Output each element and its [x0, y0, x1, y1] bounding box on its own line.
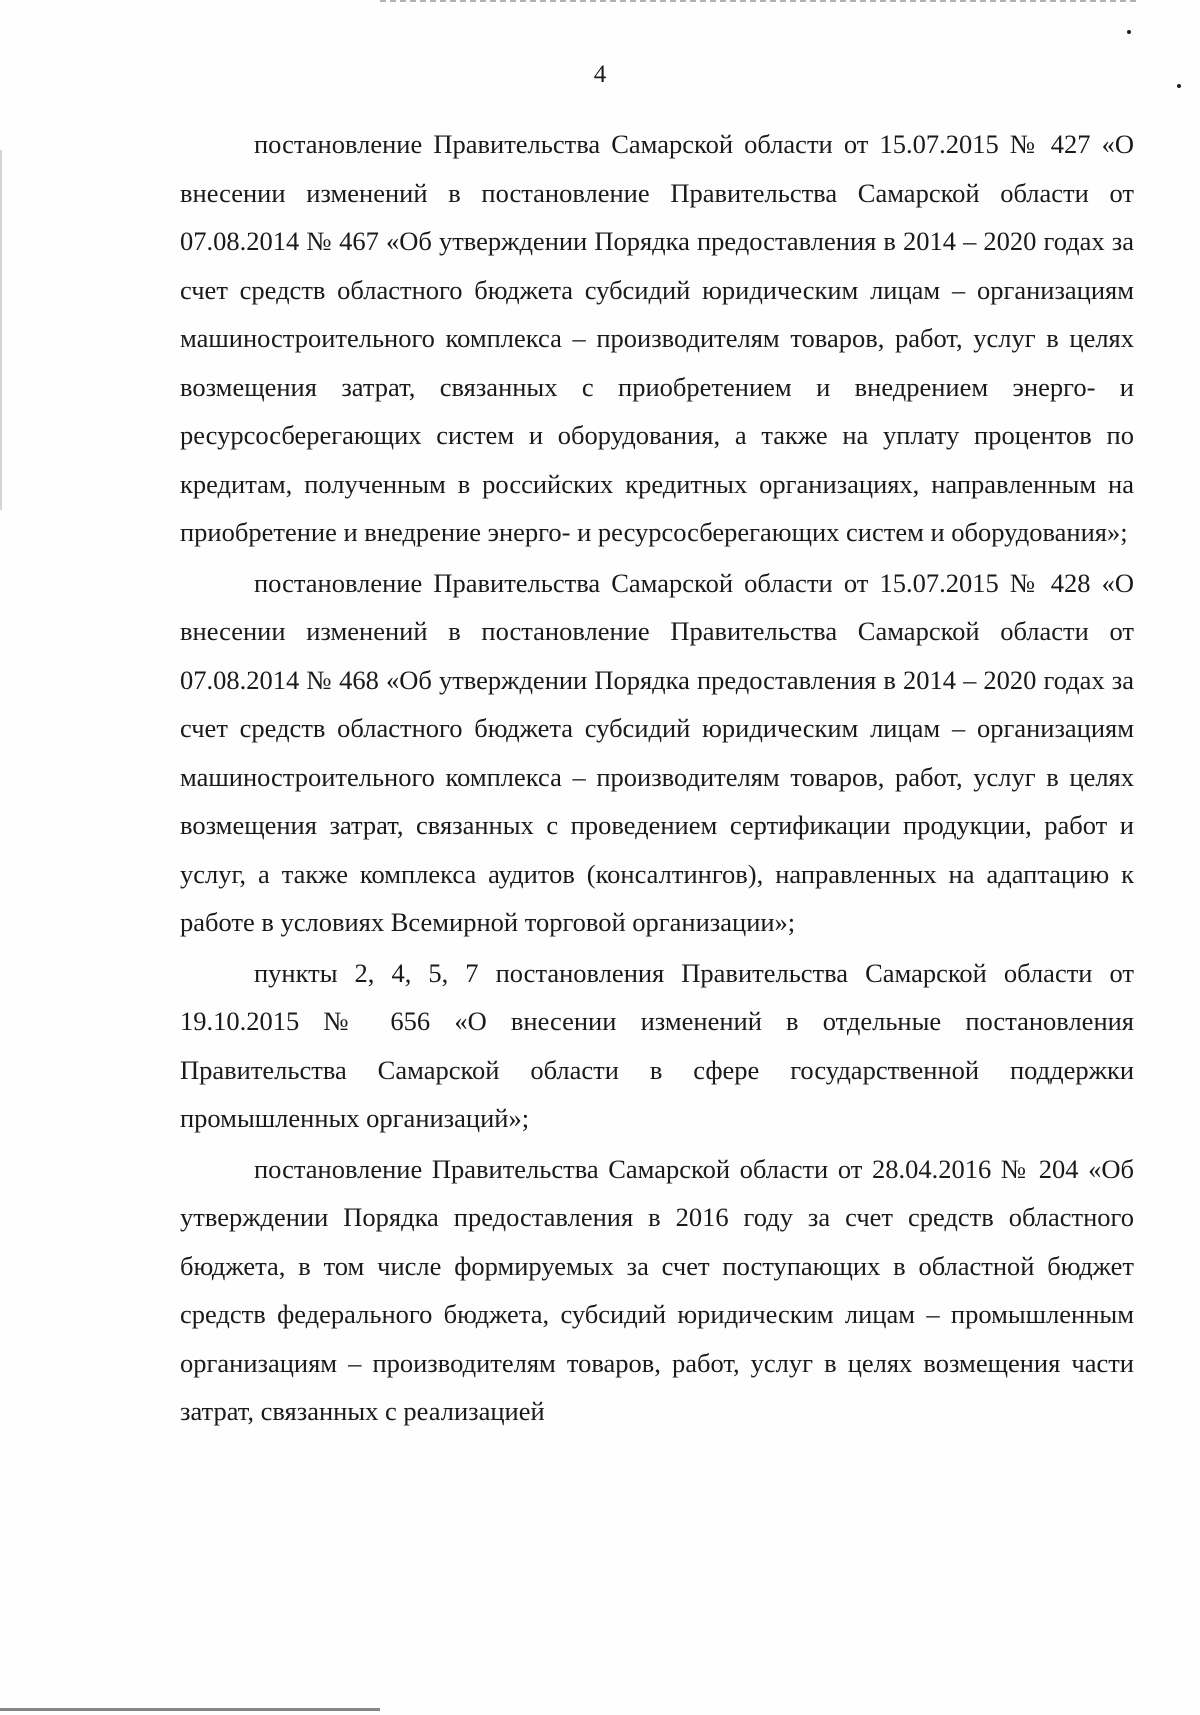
- page-number: 4: [593, 61, 607, 88]
- document-body: [180, 120, 1134, 1438]
- scan-artifact-left-edge: [0, 150, 2, 510]
- scan-artifact-dot: [1127, 30, 1131, 34]
- scan-artifact-bottom-line: [0, 1708, 380, 1711]
- paragraph-resolution-204: постановление Правительства Самарской области от 28.04.2016 № 204 «Об утверждении Порядка предоставления в 2016 году за счет средств областного бюджета, в том числе формируемых за счет поступающих в областной бюджет средств федерального бюджета, субсидий юридическим лицам – промышленным организациям – производителям товаров, работ, услуг в целях возмещения части затрат, связанных с реализацией: [180, 1153, 1134, 1426]
- paragraph-resolution-428: постановление Правительства Самарской области от 15.07.2015 № 428 «О внесении изменений в постановление Правительства Самарской области от 07.08.2014 № 468 «Об утверждении Порядка предоставления в 2014 – 2020 годах за счет средств областного бюджета субсидий юридическим лицам – организациям машиностроительного комплекса – производителям товаров, работ, услуг в целях возмещения затрат, связанных с проведением сертификации продукции, работ и услуг, а также комплекса аудитов (консалтингов), направленных на адаптацию к работе в условиях Всемирной торговой организации»;: [180, 567, 1134, 937]
- paragraph-resolution-656: пункты 2, 4, 5, 7 постановления Правительства Самарской области от 19.10.2015 № 656 «О внесении изменений в отдельные постановления Правительства Самарской области в сфере государственной поддержки промышленных организаций»;: [180, 957, 1134, 1133]
- scan-artifact-top-line: [380, 0, 1140, 2]
- paragraph-resolution-427: постановление Правительства Самарской области от 15.07.2015 № 427 «О внесении изменений в постановление Правительства Самарской области от 07.08.2014 № 467 «Об утверждении Порядка предоставления в 2014 – 2020 годах за счет средств областного бюджета субсидий юридическим лицам – организациям машиностроительного комплекса – производителям товаров, работ, услуг в целях возмещения затрат, связанных с приобретением и внедрением энерго- и ресурсосберегающих систем и оборудования, а также на уплату процентов по кредитам, полученным в российских кредитных организациях, направленным на приобретение и внедрение энерго- и ресурсосберегающих систем и оборудования»;: [180, 129, 1134, 547]
